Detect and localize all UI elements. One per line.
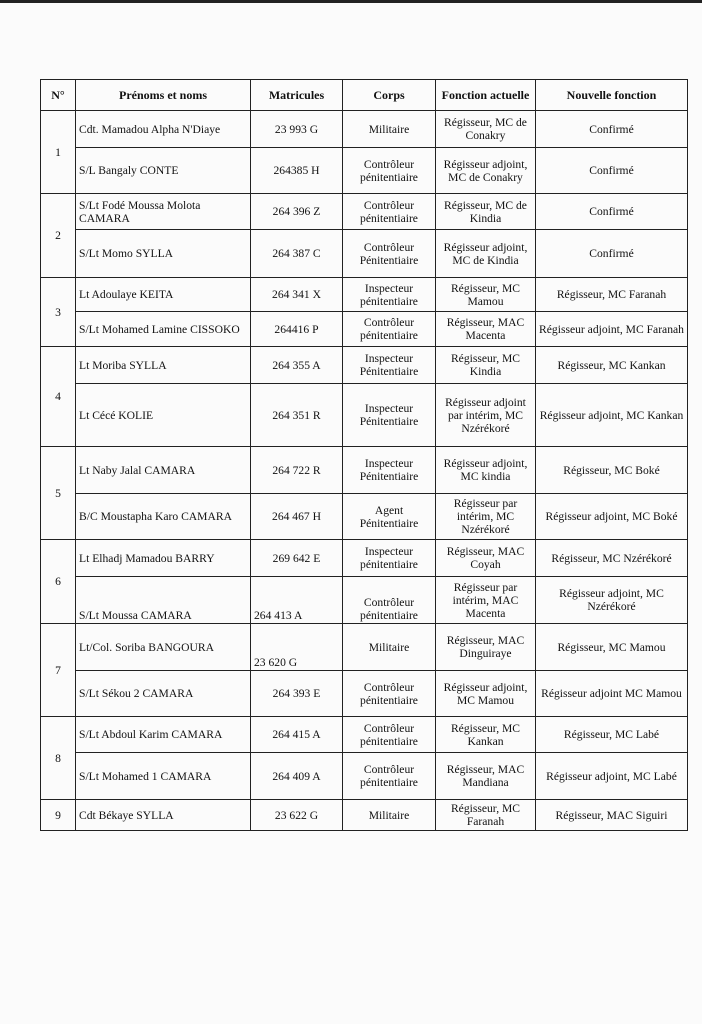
matricule: 264 413 A (251, 577, 343, 624)
person-name: Lt Cécé KOLIE (76, 384, 251, 447)
matricule: 264 467 H (251, 494, 343, 540)
nouvelle-fonction: Régisseur, MC Labé (536, 717, 688, 753)
matricule: 23 993 G (251, 111, 343, 148)
fonction-actuelle: Régisseur, MC de Kindia (436, 194, 536, 230)
fonction-actuelle: Régisseur, MC Mamou (436, 278, 536, 312)
person-name: S/Lt Mohamed 1 CAMARA (76, 753, 251, 800)
corps: Inspecteur pénitentiaire (343, 278, 436, 312)
group-number: 4 (41, 347, 76, 447)
person-name: Lt/Col. Soriba BANGOURA (76, 624, 251, 671)
person-name: S/L Bangaly CONTE (76, 148, 251, 194)
nouvelle-fonction: Régisseur adjoint, MC Boké (536, 494, 688, 540)
table-row (41, 671, 688, 717)
table-row (41, 148, 688, 194)
nouvelle-fonction: Régisseur adjoint, MC Nzérékoré (536, 577, 688, 624)
matricule: 264 355 A (251, 347, 343, 384)
person-name: S/Lt Momo SYLLA (76, 230, 251, 278)
corps: Contrôleur pénitentiaire (343, 671, 436, 717)
matricule: 264 351 R (251, 384, 343, 447)
fonction-actuelle: Régisseur adjoint, MC de Kindia (436, 230, 536, 278)
table-row (41, 278, 688, 312)
table-row (41, 540, 688, 577)
table-row (41, 624, 688, 671)
corps: Contrôleur pénitentiaire (343, 194, 436, 230)
matricule: 264 722 R (251, 447, 343, 494)
corps: Militaire (343, 624, 436, 671)
corps: Contrôleur pénitentiaire (343, 717, 436, 753)
nouvelle-fonction: Régisseur adjoint, MC Kankan (536, 384, 688, 447)
table-row (41, 717, 688, 753)
corps: Contrôleur Pénitentiaire (343, 230, 436, 278)
group-number: 2 (41, 194, 76, 278)
scan-top-border (0, 0, 702, 3)
fonction-actuelle: Régisseur adjoint, MC de Conakry (436, 148, 536, 194)
corps: Inspecteur Pénitentiaire (343, 347, 436, 384)
fonction-actuelle: Régisseur, MAC Coyah (436, 540, 536, 577)
fonction-actuelle: Régisseur, MC de Conakry (436, 111, 536, 148)
nouvelle-fonction: Confirmé (536, 230, 688, 278)
fonction-actuelle: Régisseur, MC Kankan (436, 717, 536, 753)
nouvelle-fonction: Confirmé (536, 148, 688, 194)
person-name: S/Lt Sékou 2 CAMARA (76, 671, 251, 717)
nouvelle-fonction: Confirmé (536, 111, 688, 148)
table-row (41, 447, 688, 494)
header-names: Prénoms et noms (76, 80, 251, 111)
corps: Inspecteur Pénitentiaire (343, 384, 436, 447)
matricule: 264385 H (251, 148, 343, 194)
group-number: 1 (41, 111, 76, 194)
fonction-actuelle: Régisseur adjoint, MC kindia (436, 447, 536, 494)
table-row (41, 111, 688, 148)
header-corps: Corps (343, 80, 436, 111)
fonction-actuelle: Régisseur par intérim, MAC Macenta (436, 577, 536, 624)
fonction-actuelle: Régisseur par intérim, MC Nzérékoré (436, 494, 536, 540)
table-row (41, 494, 688, 540)
group-number: 6 (41, 540, 76, 624)
assignments-table (40, 79, 688, 831)
fonction-actuelle: Régisseur, MC Faranah (436, 800, 536, 831)
corps: Inspecteur pénitentiaire (343, 540, 436, 577)
corps: Contrôleur pénitentiaire (343, 753, 436, 800)
nouvelle-fonction: Régisseur, MAC Siguiri (536, 800, 688, 831)
person-name: S/Lt Mohamed Lamine CISSOKO (76, 312, 251, 347)
header-num: N° (41, 80, 76, 111)
corps: Militaire (343, 111, 436, 148)
person-name: Cdt. Mamadou Alpha N'Diaye (76, 111, 251, 148)
nouvelle-fonction: Régisseur adjoint, MC Labé (536, 753, 688, 800)
group-number: 5 (41, 447, 76, 540)
nouvelle-fonction: Régisseur adjoint MC Mamou (536, 671, 688, 717)
group-number: 8 (41, 717, 76, 800)
person-name: S/Lt Fodé Moussa Molota CAMARA (76, 194, 251, 230)
header-matricules: Matricules (251, 80, 343, 111)
fonction-actuelle: Régisseur, MAC Macenta (436, 312, 536, 347)
matricule: 264 409 A (251, 753, 343, 800)
table-row (41, 577, 688, 624)
table-row (41, 753, 688, 800)
fonction-actuelle: Régisseur, MC Kindia (436, 347, 536, 384)
person-name: Lt Naby Jalal CAMARA (76, 447, 251, 494)
matricule: 269 642 E (251, 540, 343, 577)
fonction-actuelle: Régisseur adjoint par intérim, MC Nzérékoré (436, 384, 536, 447)
header-nouvelle-fonction: Nouvelle fonction (536, 80, 688, 111)
nouvelle-fonction: Régisseur, MC Kankan (536, 347, 688, 384)
corps: Militaire (343, 800, 436, 831)
group-number: 3 (41, 278, 76, 347)
corps: Contrôleur pénitentiaire (343, 577, 436, 624)
nouvelle-fonction: Régisseur adjoint, MC Faranah (536, 312, 688, 347)
matricule: 264 387 C (251, 230, 343, 278)
nouvelle-fonction: Régisseur, MC Mamou (536, 624, 688, 671)
fonction-actuelle: Régisseur adjoint, MC Mamou (436, 671, 536, 717)
matricule: 23 622 G (251, 800, 343, 831)
fonction-actuelle: Régisseur, MAC Dinguiraye (436, 624, 536, 671)
person-name: Lt Adoulaye KEITA (76, 278, 251, 312)
table-row (41, 194, 688, 230)
table-header-row (41, 80, 688, 111)
group-number: 7 (41, 624, 76, 717)
matricule: 264 396 Z (251, 194, 343, 230)
table-row (41, 230, 688, 278)
person-name: Cdt Békaye SYLLA (76, 800, 251, 831)
table-row (41, 384, 688, 447)
nouvelle-fonction: Régisseur, MC Boké (536, 447, 688, 494)
corps: Inspecteur Pénitentiaire (343, 447, 436, 494)
matricule: 264 393 E (251, 671, 343, 717)
table-row (41, 347, 688, 384)
person-name: Lt Elhadj Mamadou BARRY (76, 540, 251, 577)
person-name: B/C Moustapha Karo CAMARA (76, 494, 251, 540)
person-name: Lt Moriba SYLLA (76, 347, 251, 384)
table-row (41, 800, 688, 831)
nouvelle-fonction: Régisseur, MC Faranah (536, 278, 688, 312)
header-fonction-actuelle: Fonction actuelle (436, 80, 536, 111)
corps: Contrôleur pénitentiaire (343, 148, 436, 194)
table-row (41, 312, 688, 347)
nouvelle-fonction: Régisseur, MC Nzérékoré (536, 540, 688, 577)
matricule: 264 415 A (251, 717, 343, 753)
person-name: S/Lt Moussa CAMARA (76, 577, 251, 624)
group-number: 9 (41, 800, 76, 831)
nouvelle-fonction: Confirmé (536, 194, 688, 230)
person-name: S/Lt Abdoul Karim CAMARA (76, 717, 251, 753)
matricule: 264 341 X (251, 278, 343, 312)
corps: Contrôleur pénitentiaire (343, 312, 436, 347)
corps: Agent Pénitentiaire (343, 494, 436, 540)
matricule: 23 620 G (251, 624, 343, 671)
fonction-actuelle: Régisseur, MAC Mandiana (436, 753, 536, 800)
matricule: 264416 P (251, 312, 343, 347)
